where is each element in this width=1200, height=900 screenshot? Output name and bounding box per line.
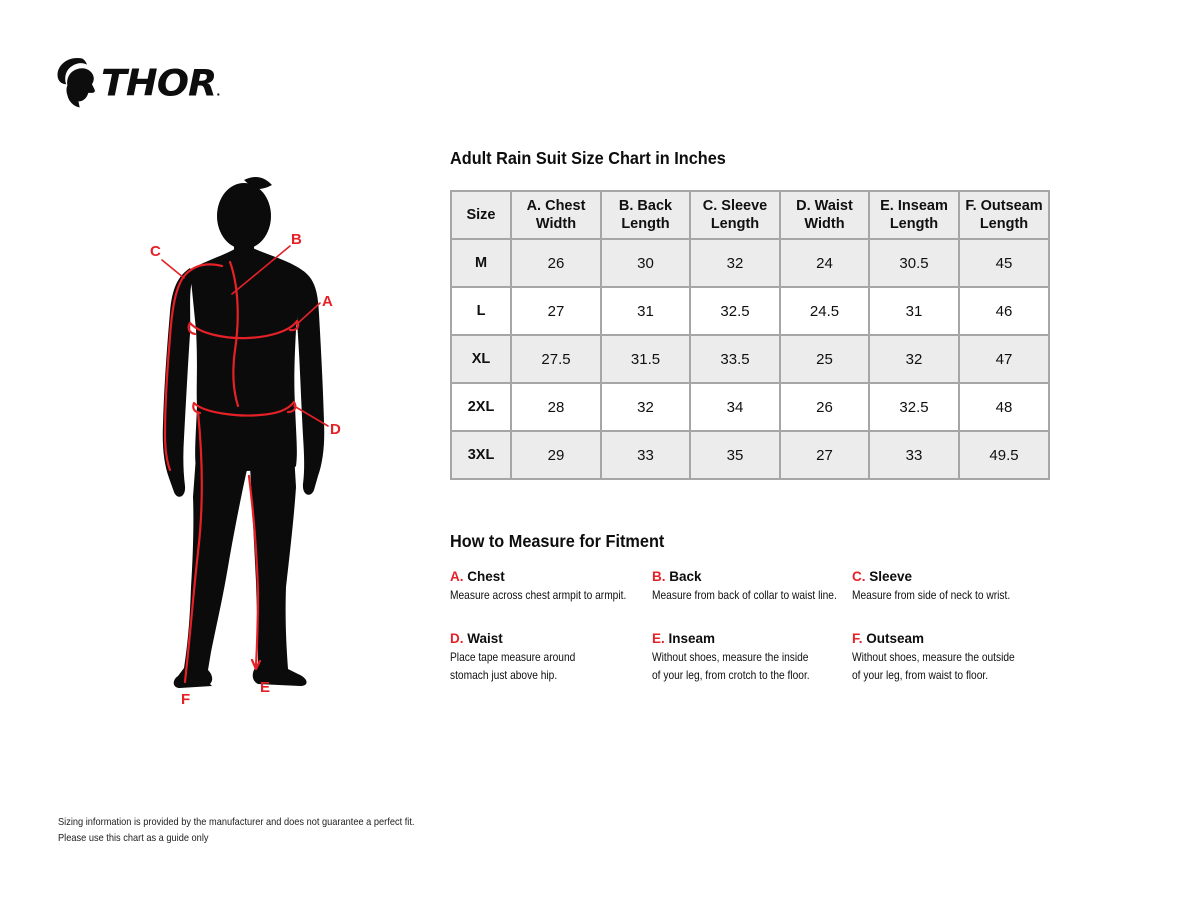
column-header: E. Inseam Length — [869, 191, 959, 239]
measure-item-description: Measure from back of collar to waist line. — [652, 588, 837, 602]
table-row — [451, 335, 1049, 383]
measure-guide-section — [450, 531, 1090, 684]
column-header: F. Outseam Length — [959, 191, 1049, 239]
measurement-cell: 33.5 — [690, 335, 780, 383]
size-cell: L — [451, 287, 511, 335]
measurement-cell: 26 — [511, 239, 601, 287]
logo-wordmark: THOR. — [101, 62, 220, 104]
pointer-line-c — [162, 260, 184, 278]
measure-item — [652, 569, 852, 604]
column-header: B. Back Length — [601, 191, 690, 239]
table-row — [451, 239, 1049, 287]
measure-guide-title: How to Measure for Fitment — [450, 531, 665, 551]
table-row — [451, 383, 1049, 431]
size-chart-header-row — [451, 191, 1049, 239]
column-header: C. Sleeve Length — [690, 191, 780, 239]
measurement-cell: 47 — [959, 335, 1049, 383]
measure-item-label: C. Sleeve — [852, 569, 913, 584]
measurement-cell: 48 — [959, 383, 1049, 431]
measure-item-description: Measure across chest armpit to armpit. — [450, 588, 627, 602]
measurement-cell: 25 — [780, 335, 869, 383]
measure-item — [652, 631, 852, 684]
size-cell: 3XL — [451, 431, 511, 479]
measurement-cell: 34 — [690, 383, 780, 431]
measurement-cell: 32 — [869, 335, 959, 383]
measurement-cell: 24.5 — [780, 287, 869, 335]
figure-label-a: A — [322, 293, 333, 310]
size-cell: XL — [451, 335, 511, 383]
measurement-cell: 29 — [511, 431, 601, 479]
measure-item-label: E. Inseam — [652, 631, 716, 647]
measurement-cell: 27 — [780, 431, 869, 479]
measure-item-label: B. Back — [652, 569, 702, 584]
figure-label-e: E — [260, 679, 271, 696]
measure-item — [450, 569, 652, 604]
logo-trademark: . — [216, 85, 220, 99]
size-chart-title: Adult Rain Suit Size Chart in Inches — [450, 148, 726, 168]
measure-item — [852, 631, 1070, 684]
measure-item-description: Without shoes, measure the outside of your leg, from waist to floor. — [852, 650, 1015, 682]
measure-item-label: F. Outseam — [852, 631, 925, 647]
figure-label-b: B — [291, 231, 302, 248]
figure-label-d: D — [330, 421, 341, 438]
body-measurement-figure — [148, 172, 360, 717]
size-chart-table — [450, 190, 1050, 480]
measurement-cell: 49.5 — [959, 431, 1049, 479]
measurement-cell: 27 — [511, 287, 601, 335]
measure-item-label: A. Chest — [450, 569, 505, 584]
figure-label-f: F — [181, 691, 191, 708]
measure-item — [450, 631, 652, 684]
size-cell: M — [451, 239, 511, 287]
table-row — [451, 287, 1049, 335]
thor-goat-icon — [55, 56, 97, 110]
measurement-cell: 35 — [690, 431, 780, 479]
size-chart-body — [451, 239, 1049, 479]
measure-item — [852, 569, 1070, 604]
measurement-cell: 32.5 — [690, 287, 780, 335]
measurement-cell: 24 — [780, 239, 869, 287]
measure-item-description: Measure from side of neck to wrist. — [852, 588, 1011, 602]
thor-logo — [55, 56, 219, 110]
size-cell: 2XL — [451, 383, 511, 431]
measure-item-label: D. Waist — [450, 631, 503, 647]
footer-disclaimer: Sizing information is provided by the manufacturer and does not guarantee a perfect fit. Please use this chart as a guide only — [58, 816, 415, 844]
measurement-cell: 27.5 — [511, 335, 601, 383]
measure-item-description: Place tape measure around stomach just above hip. — [450, 650, 576, 682]
measurement-cell: 31 — [601, 287, 690, 335]
measurement-cell: 32.5 — [869, 383, 959, 431]
column-header: Size — [451, 191, 511, 239]
measure-item-description: Without shoes, measure the inside of your leg, from crotch to the floor. — [652, 650, 810, 682]
measurement-cell: 33 — [869, 431, 959, 479]
measurement-cell: 30 — [601, 239, 690, 287]
figure-label-c: C — [150, 243, 161, 260]
measurement-cell: 33 — [601, 431, 690, 479]
measurement-cell: 46 — [959, 287, 1049, 335]
measurement-cell: 32 — [601, 383, 690, 431]
measure-items — [450, 569, 1090, 684]
measurement-cell: 32 — [690, 239, 780, 287]
column-header: A. Chest Width — [511, 191, 601, 239]
measurement-cell: 30.5 — [869, 239, 959, 287]
measurement-cell: 45 — [959, 239, 1049, 287]
measurement-cell: 31.5 — [601, 335, 690, 383]
measurement-cell: 31 — [869, 287, 959, 335]
column-header: D. Waist Width — [780, 191, 869, 239]
measurement-cell: 28 — [511, 383, 601, 431]
measurement-cell: 26 — [780, 383, 869, 431]
body-silhouette — [163, 177, 325, 688]
table-row — [451, 431, 1049, 479]
